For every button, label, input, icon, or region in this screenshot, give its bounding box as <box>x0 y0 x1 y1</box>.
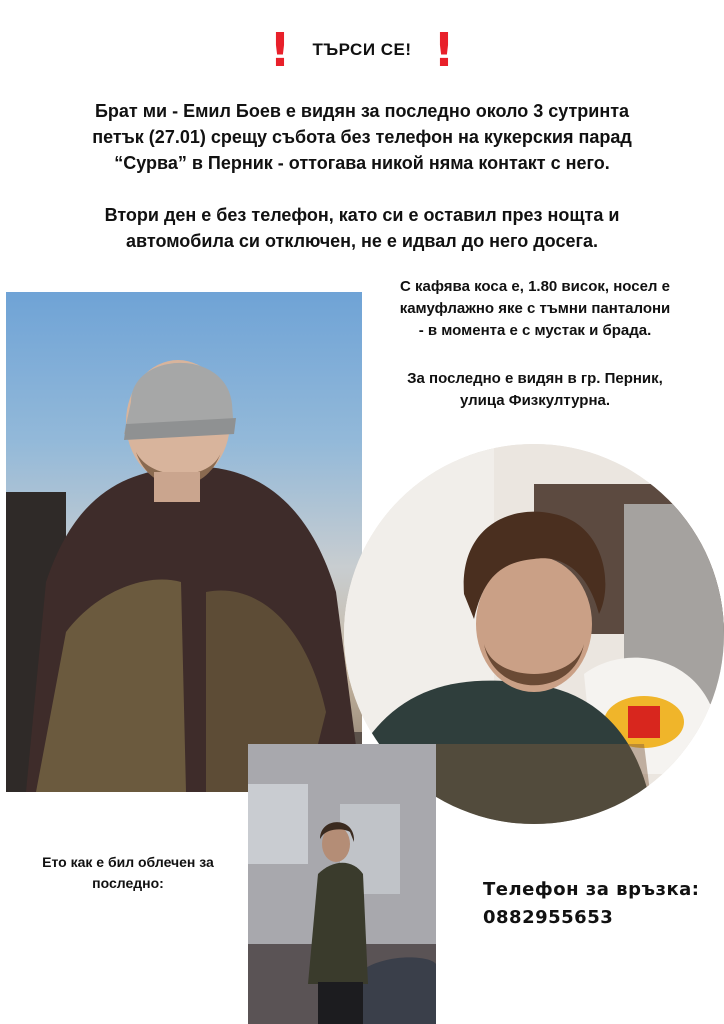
exclamation-icon-left: ! <box>269 23 291 77</box>
second-line: Втори ден е без телефон, като си е оставил през нощта и <box>104 205 620 225</box>
last-seen-paragraph <box>362 368 708 412</box>
header <box>0 22 724 78</box>
clothes-caption-line: последно: <box>92 875 164 891</box>
contact-block <box>483 876 719 932</box>
contact-label: Телефон за връзка: <box>483 879 700 900</box>
intro-line: “Сурва” в Перник - оттогава никой няма контакт с него. <box>114 153 610 173</box>
portrait-photo-outdoor <box>6 292 362 792</box>
second-paragraph <box>40 202 684 254</box>
second-line: автомобила си отключен, не е идвал до него досега. <box>126 231 598 251</box>
last-seen-line: улица Физкултурна. <box>459 392 611 409</box>
exclamation-icon-right: ! <box>433 23 455 77</box>
description-line: - в момента е с мустак и брада. <box>418 322 652 339</box>
clothes-caption <box>12 852 244 894</box>
contact-phone[interactable]: 0882955653 <box>483 907 614 928</box>
clothes-caption-line: Ето как е бил облечен за <box>42 854 214 870</box>
last-seen-line: За последно е видян в гр. Перник, <box>407 370 663 387</box>
clothing-photo-street <box>248 744 436 1024</box>
description-paragraph <box>362 276 708 342</box>
intro-line: петък (27.01) срещу събота без телефон на кукерския парад <box>92 127 632 147</box>
description-line: С кафява коса е, 1.80 висок, носел е <box>400 278 670 295</box>
intro-line: Брат ми - Емил Боев е видян за последно около 3 сутринта <box>94 101 630 121</box>
intro-paragraph <box>40 98 684 176</box>
description-line: камуфлажно яке с тъмни панталони <box>399 300 671 317</box>
page-title: ТЪРСИ СЕ! <box>312 40 412 59</box>
